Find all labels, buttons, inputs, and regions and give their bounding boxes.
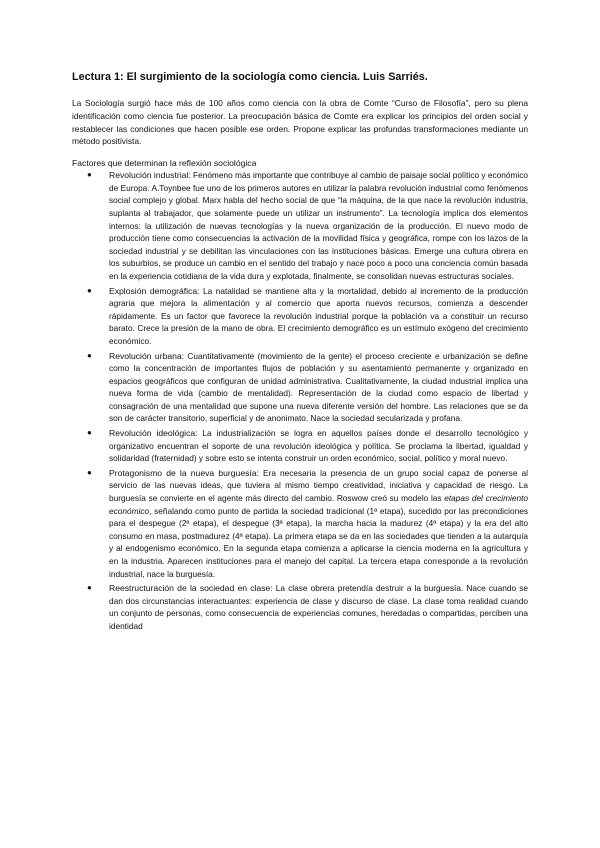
bullet-icon: ● <box>87 583 92 593</box>
factor-text: Fenómeno más importante que contribuye al cambio de paisaje social político y económico de Europa. A.Toynbee fue uno de los primeros autores en utilizar la palabra revolución industrial como fenómenos social complejo y global. Marx habla del hecho social de que “la máquina, de la que nace la revolución industria, suplanta al trabajador, que solamente puede un utilizar un instrumento”. La tecnología implica dos elementos internos: la utilización de nuevas tecnologías y la nueva organización de la producción. El nuevo modo de producción tiene como consecuencias la activación de la movilidad física y geográfica, rompe con los lazos de la sociedad industrial y se debilitan las vinculaciones con las instituciones básicas. Emerge una cultura obrera en los suburbios, se produce un cambio en el sentido del trabajo y nace poco a poco una conciencia común basada en la experiencia cotidiana de la vida dura y explotada, finalmente, se consolidan nuevas estructuras sociales. <box>109 170 528 281</box>
bullet-icon: ● <box>87 428 92 438</box>
bullet-icon: ● <box>87 350 92 360</box>
factor-text: La natalidad se mantiene alta y la mortalidad, debido al incremento de la producción agraria que mejora la alimentación y al comercio que aporta nuevos recursos, comienza a descender rápidamente. Es un factor que favorece la revolución industrial porque la población va a constituir un recurso barato. Crece la presión de la mano de obra. El crecimiento demográfico es un estímulo exógeno del crecimiento económico. <box>109 285 529 346</box>
factor-text: Era necesaria la presencia de un grupo social capaz de ponerse al servicio de las nuevas ideas, que tuviera al mismo tiempo creatividad, iniciativa y capacidad de riesgo. La burguesía se convierte en el agente más directo del cambio. Roswow creó su modelo las <box>109 467 528 504</box>
factor-text: Cuantitativamente (movimiento de la gente) el proceso creciente e urbanización se define como la concentración de importantes flujos de población y su asentamiento permanente y organizado en espacios geográficos que configuran de unidad administrativa. Cualitativamente, la ciudad industrial implica una nueva forma de vida (cambio de mentalidad). Representación de la ciudad como espacio de libertad y consagración de una mentalidad que supone una nueva diferente versión del hombre. Las relaciones que se da son de carácter transitorio, superficial y de anonimato. Nace la sociedad secularizada y profana. <box>109 350 528 424</box>
factor-lead: Reestructuración de la sociedad en clase: <box>109 583 273 594</box>
factor-lead: Protagonismo de la nueva burguesía: <box>109 467 259 478</box>
factor-text-continued: , señalando como punto de partida la sociedad tradicional (1ª etapa), sucedido por las precondiciones para el despegue (2ª etapa), el despegue (3ª etapa), la marcha hacia la madurez (4ª etapa) y la era del alto consumo en masa, postmadurez (4ª etapa). La primera etapa se da en las sociedades que tienden a la autarquía y al endogenismo económico. En la segunda etapa comienza a aplicarse la ciencia moderna en la agricultura y en la industria. Aparecen instituciones para el manejo del capital. La tercera etapa corresponde a la revolución industrial, nace la burguesía. <box>109 505 528 579</box>
bullet-icon: ● <box>87 285 92 295</box>
document-title: Lectura 1: El surgimiento de la sociología como ciencia. Luis Sarriés. <box>72 71 428 83</box>
factor-text: La industrialización se logra en aquellos países donde el desarrollo tecnológico y organizativo encuentran el soporte de una revolución ideológica y política. Se proclama la libertad, igualdad y solidaridad (fraternidad) y sobre esto se intenta construir un orden económico, social, político y moral nuevo. <box>109 428 528 464</box>
factor-lead: Revolución ideológica: <box>109 428 198 439</box>
factor-emphasis: etapas del crecimiento económico <box>109 493 528 516</box>
list-item <box>72 169 528 282</box>
list-item <box>72 285 528 348</box>
list-item <box>72 582 528 632</box>
list-item <box>72 467 528 580</box>
factors-heading: Factores que determinan la reflexión sociológica <box>72 158 257 169</box>
list-item <box>72 350 528 426</box>
factor-text: La clase obrera pretendía destruir a la burguesía. Nace cuando se dan dos circunstancias interactuantes: experiencia de clase y discurso de clase. La clase toma realidad cuando un conjunto de personas, como consecuencia de experiencias comunes, heredadas o compartidas, perciben una identidad <box>109 583 528 631</box>
factors-list <box>72 169 528 632</box>
intro-paragraph: La Sociología surgió hace más de 100 años como ciencia con la obra de Comte “Curso de Filosofía”, pero su plena identificación como ciencia fue posterior. La preocupación básica de Comte era explicar los principios del orden social y restablecer las condiciones que hacen posible ese orden. Propone explicar las profundas transformaciones mediante un método positivista. <box>72 98 528 147</box>
factor-lead: Revolución urbana: <box>109 350 185 361</box>
factor-lead: Revolución industrial: <box>109 170 191 181</box>
bullet-icon: ● <box>87 467 92 477</box>
factor-lead: Explosión demográfica: <box>109 285 200 296</box>
bullet-icon: ● <box>87 170 92 180</box>
list-item <box>72 427 528 465</box>
